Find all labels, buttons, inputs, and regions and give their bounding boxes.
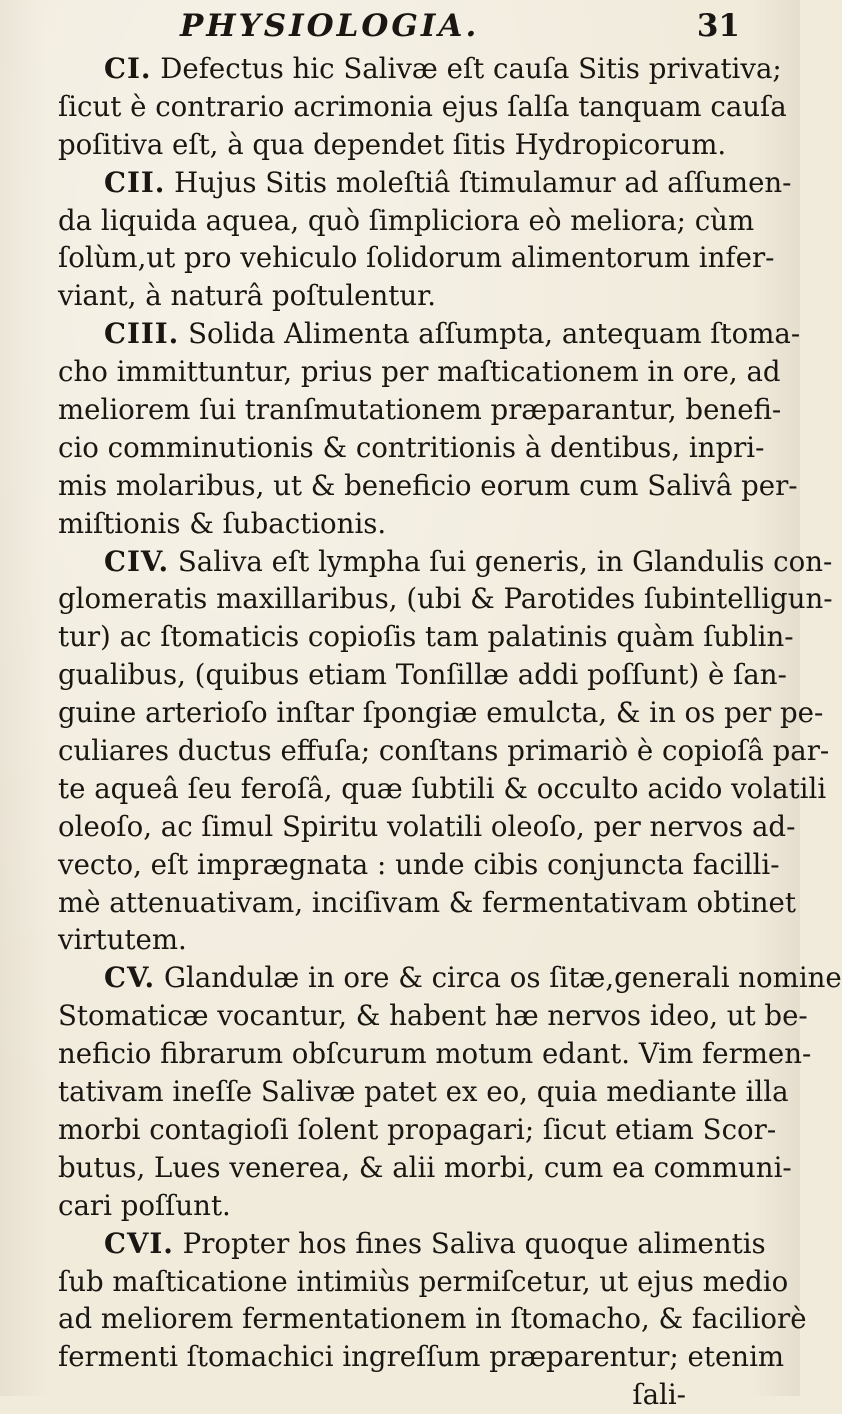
paragraph-ci-line: poſitiva eſt, à qua dependet ſitis Hydropicorum.: [58, 127, 727, 161]
section-number: CI.: [104, 52, 152, 85]
section-number: CIII.: [104, 317, 180, 351]
paragraph-cv-line: morbi contagioſi ſolent propagari; ſicut etiam Scor-: [58, 1112, 777, 1146]
paragraph-cii-line: ſolùm,ut pro vehiculo ſolidorum alimentorum infer-: [58, 241, 775, 275]
page-number: 31: [696, 8, 740, 44]
paragraph-civ-line: CIV. Saliva eſt lympha ſui generis, in Glandulis con-: [104, 544, 833, 578]
paragraph-civ-line: virtutem.: [58, 923, 187, 957]
paragraph-civ-line: gualibus, (quibus etiam Tonſillæ addi poſſunt) è ſan-: [58, 658, 787, 692]
paragraph-cvi-line: fermenti ſtomachici ingreſſum præparentur; etenim: [58, 1340, 785, 1374]
paragraph-cii-line: CII. Hujus Sitis moleſtiâ ſtimulamur ad aſſumen-: [104, 165, 792, 199]
paragraph-cv-line: Stomaticæ vocantur, & habent hæ nervos ideo, ut be-: [58, 999, 808, 1033]
body-text: [58, 50, 842, 1414]
paragraph-ciii-line: mis molaribus, ut & beneficio eorum cum Salivâ per-: [58, 468, 798, 502]
section-number: CIV.: [104, 544, 170, 578]
section-number: CV.: [104, 961, 156, 995]
paragraph-civ-line: mè attenuativam, inciſivam & fermentativam obtinet: [58, 885, 796, 919]
paragraph-civ-line: tur) ac ſtomaticis copioſis tam palatinis quàm ſublin-: [58, 620, 794, 654]
catchword: ſali-: [632, 1378, 686, 1412]
paragraph-civ-line: glomeratis maxillaribus, (ubi & Parotides ſubintelligun-: [58, 582, 833, 616]
paragraph-civ-line: oleoſo, ac ſimul Spiritu volatili oleoſo, per nervos ad-: [58, 809, 796, 843]
paragraph-ciii-line: cho immittuntur, prius per maſticationem in ore, ad: [58, 355, 781, 389]
section-number: CII.: [104, 165, 166, 199]
paragraph-cv-line: CV. Glandulæ in ore & circa os ſitæ,generali nomine: [104, 961, 842, 995]
paragraph-civ-line: culiares ductus effuſa; conſtans primariò è copioſâ par-: [58, 734, 830, 768]
paragraph-civ-line: vecto, eſt imprægnata : unde cibis conjuncta facilli-: [58, 847, 780, 881]
running-title: PHYSIOLOGIA.: [180, 8, 480, 44]
paragraph-ciii-line: meliorem ſui tranſmutationem præparantur, benefi-: [58, 393, 782, 427]
paragraph-cv-line: butus, Lues venerea, & alii morbi, cum ea communi-: [58, 1150, 792, 1184]
paragraph-cvi-line: CVI. Propter hos fines Saliva quoque alimentis: [104, 1226, 766, 1260]
page-header: [180, 8, 740, 52]
paragraph-cii-line: viant, à naturâ poſtulentur.: [58, 279, 437, 313]
paragraph-cv-line: tativam ineſſe Salivæ patet ex eo, quia mediante illa: [58, 1075, 789, 1109]
paragraph-cvi-line: ſub maſticatione intimiùs permiſcetur, ut ejus medio: [58, 1264, 789, 1298]
paragraph-cvi-line: ad meliorem fermentationem in ſtomacho, & faciliorè: [58, 1302, 807, 1336]
paragraph-ci-line: CI. Defectus hic Salivæ eſt cauſa Sitis privativa;: [104, 52, 782, 85]
paragraph-cv-line: cari poſſunt.: [58, 1188, 231, 1222]
paragraph-ciii-line: cio comminutionis & contritionis à dentibus, inpri-: [58, 430, 765, 464]
paragraph-ciii-line: miſtionis & ſubactionis.: [58, 506, 387, 540]
section-number: CVI.: [104, 1226, 174, 1260]
paragraph-cv-line: neficio fibrarum obſcurum motum edant. Vim fermen-: [58, 1037, 812, 1071]
paragraph-cii-line: da liquida aquea, quò ſimpliciora eò meliora; cùm: [58, 203, 755, 237]
paragraph-civ-line: te aqueâ ſeu feroſâ, quæ ſubtili & occulto acido volatili: [58, 771, 827, 805]
paragraph-civ-line: guine arterioſo inſtar ſpongiæ emulcta, & in os per pe-: [58, 696, 824, 730]
paragraph-ciii-line: CIII. Solida Alimenta aſſumpta, antequam ſtoma-: [104, 317, 801, 351]
paragraph-ci-line: ſicut è contrario acrimonia ejus ſalſa tanquam cauſa: [58, 89, 787, 123]
